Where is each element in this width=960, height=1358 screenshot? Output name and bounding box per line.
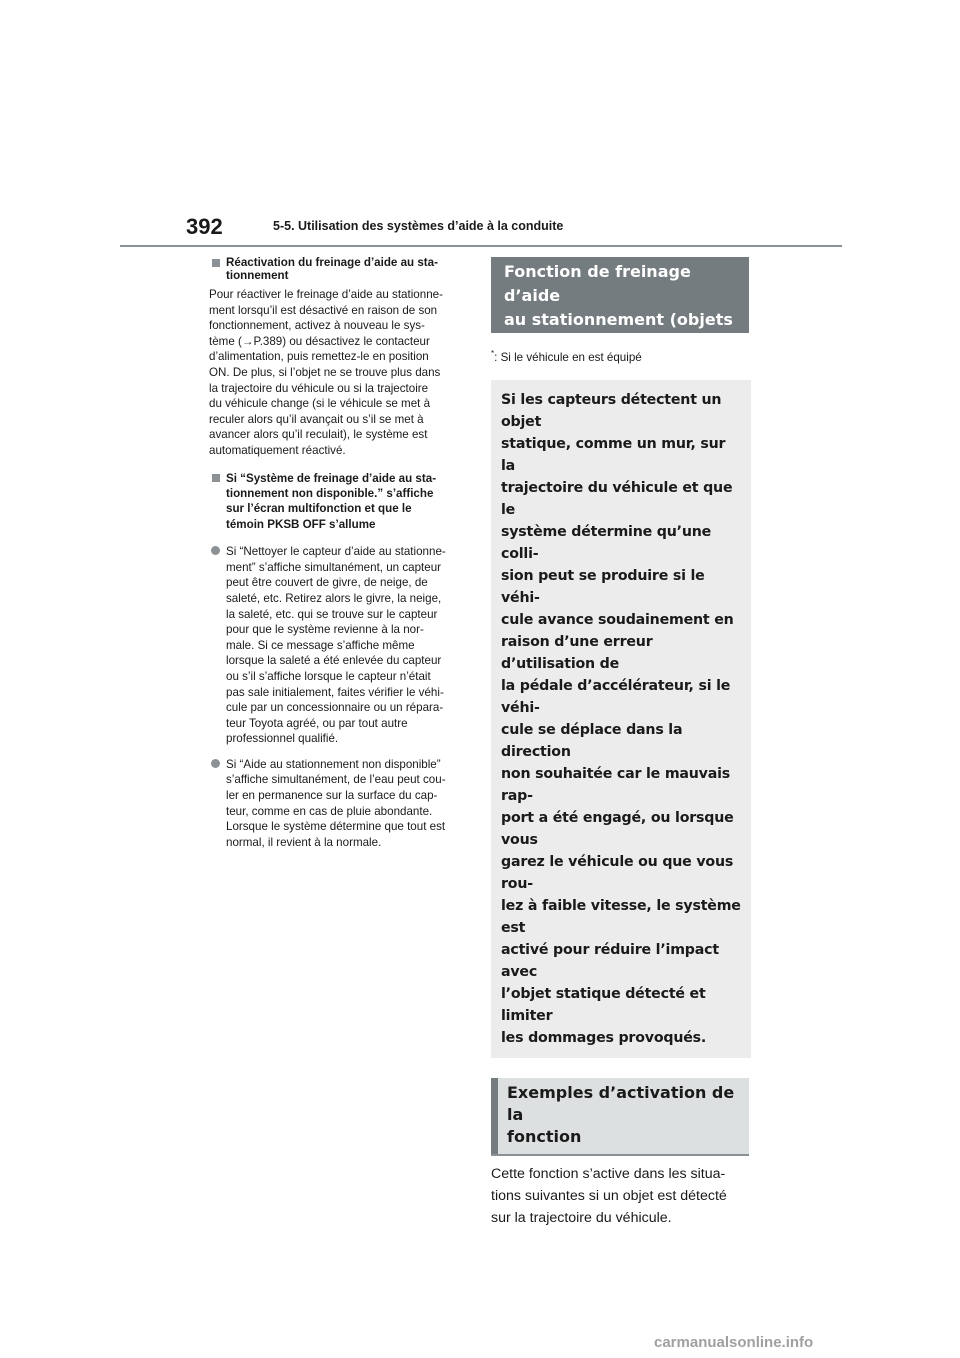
page-number: 392 xyxy=(186,214,223,239)
intro-text: Si les capteurs détectent un objet statique, comme un mur, sur la trajectoire du véhicule et que le système détermine qu’une colli- sion peut se produire si le véhi- cule avance soudainement en raison d’une erreur d’utilisation de la pédale d’accélérateur, si le véhi- cule se déplace dans la direction non souhaitée car le mauvais rap- port a été engagé, ou lorsque vous garez le véhicule ou que vous rou- lez à faible vitesse, le système est activé pour réduire l’impact avec l’objet statique détecté et limiter les dommages provoqués. xyxy=(501,391,741,1046)
square-bullet-icon xyxy=(212,259,220,267)
bullet-clean-sensor: Si “Nettoyer le capteur d’aide au stationne- ment” s’affiche simultanément, un capteur peut être couvert de givre, de neige, de saleté, etc. Retirez alors le givre, la neige, la saleté, etc. qui se trouve sur le capteur pour que le système revienne à la nor- male. Si ce message s’affiche même lorsque la saleté a été enlevée du capteur ou s’il s’affiche lorsque le capteur n’était pas sale initialement, faites vérifier le véhi- cule par un concessionnaire ou un répara- teur Toyota agréé, ou par tout autre professionnel qualifié. xyxy=(209,544,471,747)
reactivation-item xyxy=(209,256,471,282)
footnote: *: Si le véhicule en est équipé xyxy=(491,349,642,364)
examples-body: Cette fonction s’active dans les situa- tions suivantes si un objet est détecté sur la trajectoire du véhicule. xyxy=(491,1165,727,1226)
header-rule xyxy=(120,245,842,247)
bullet-assist-unavailable: Si “Aide au stationnement non disponible” s’affiche simultanément, de l’eau peut cou- ler en permanence sur la surface du cap- teur, comme en cas de pluie abondante. Lorsque le système détermine que tout est normal, il revient à la normale. xyxy=(209,757,471,851)
left-column xyxy=(209,256,471,857)
reactivation-text: Pour réactiver le freinage d’aide au stationne- ment lorsqu’il est désactivé en raison de son fonctionnement, activez à nouveau le sys- tème (→P.389) ou désactivez le contacteur d’alimentation, puis remettez-le en position ON. De plus, si l’objet ne se trouve plus dans la trajectoire du véhicule ou si la trajectoire du véhicule change (si le véhicule se met à reculer alors qu’il avançait ou s’il se met à avancer alors qu’il reculait), le système est automatiquement réactivé. xyxy=(209,288,443,457)
reactivation-heading: Réactivation du freinage d’aide au sta- tionnement xyxy=(226,256,438,282)
square-bullet-icon xyxy=(212,474,220,482)
unavailable-heading: Si “Système de freinage d’aide au sta- tionnement non disponible.” s’affiche sur l’écran multifonction et que le témoin PKSB OFF s’allume xyxy=(226,471,437,531)
watermark: carmanualsonline.info xyxy=(654,1334,814,1351)
function-title: Fonction de freinage d’aide au stationnement (objets statiques)* xyxy=(504,262,733,357)
examples-subsection-header xyxy=(491,1078,749,1154)
round-bullet-icon xyxy=(211,759,220,768)
examples-title: Exemples d’activation de la fonction xyxy=(507,1082,735,1146)
right-column xyxy=(491,257,753,1229)
subsection-rule xyxy=(491,1154,749,1156)
section-title: 5-5. Utilisation des systèmes d’aide à la conduite xyxy=(273,219,564,233)
round-bullet-icon xyxy=(211,546,220,555)
intro-box xyxy=(491,380,751,1058)
unavailable-item xyxy=(209,471,471,533)
